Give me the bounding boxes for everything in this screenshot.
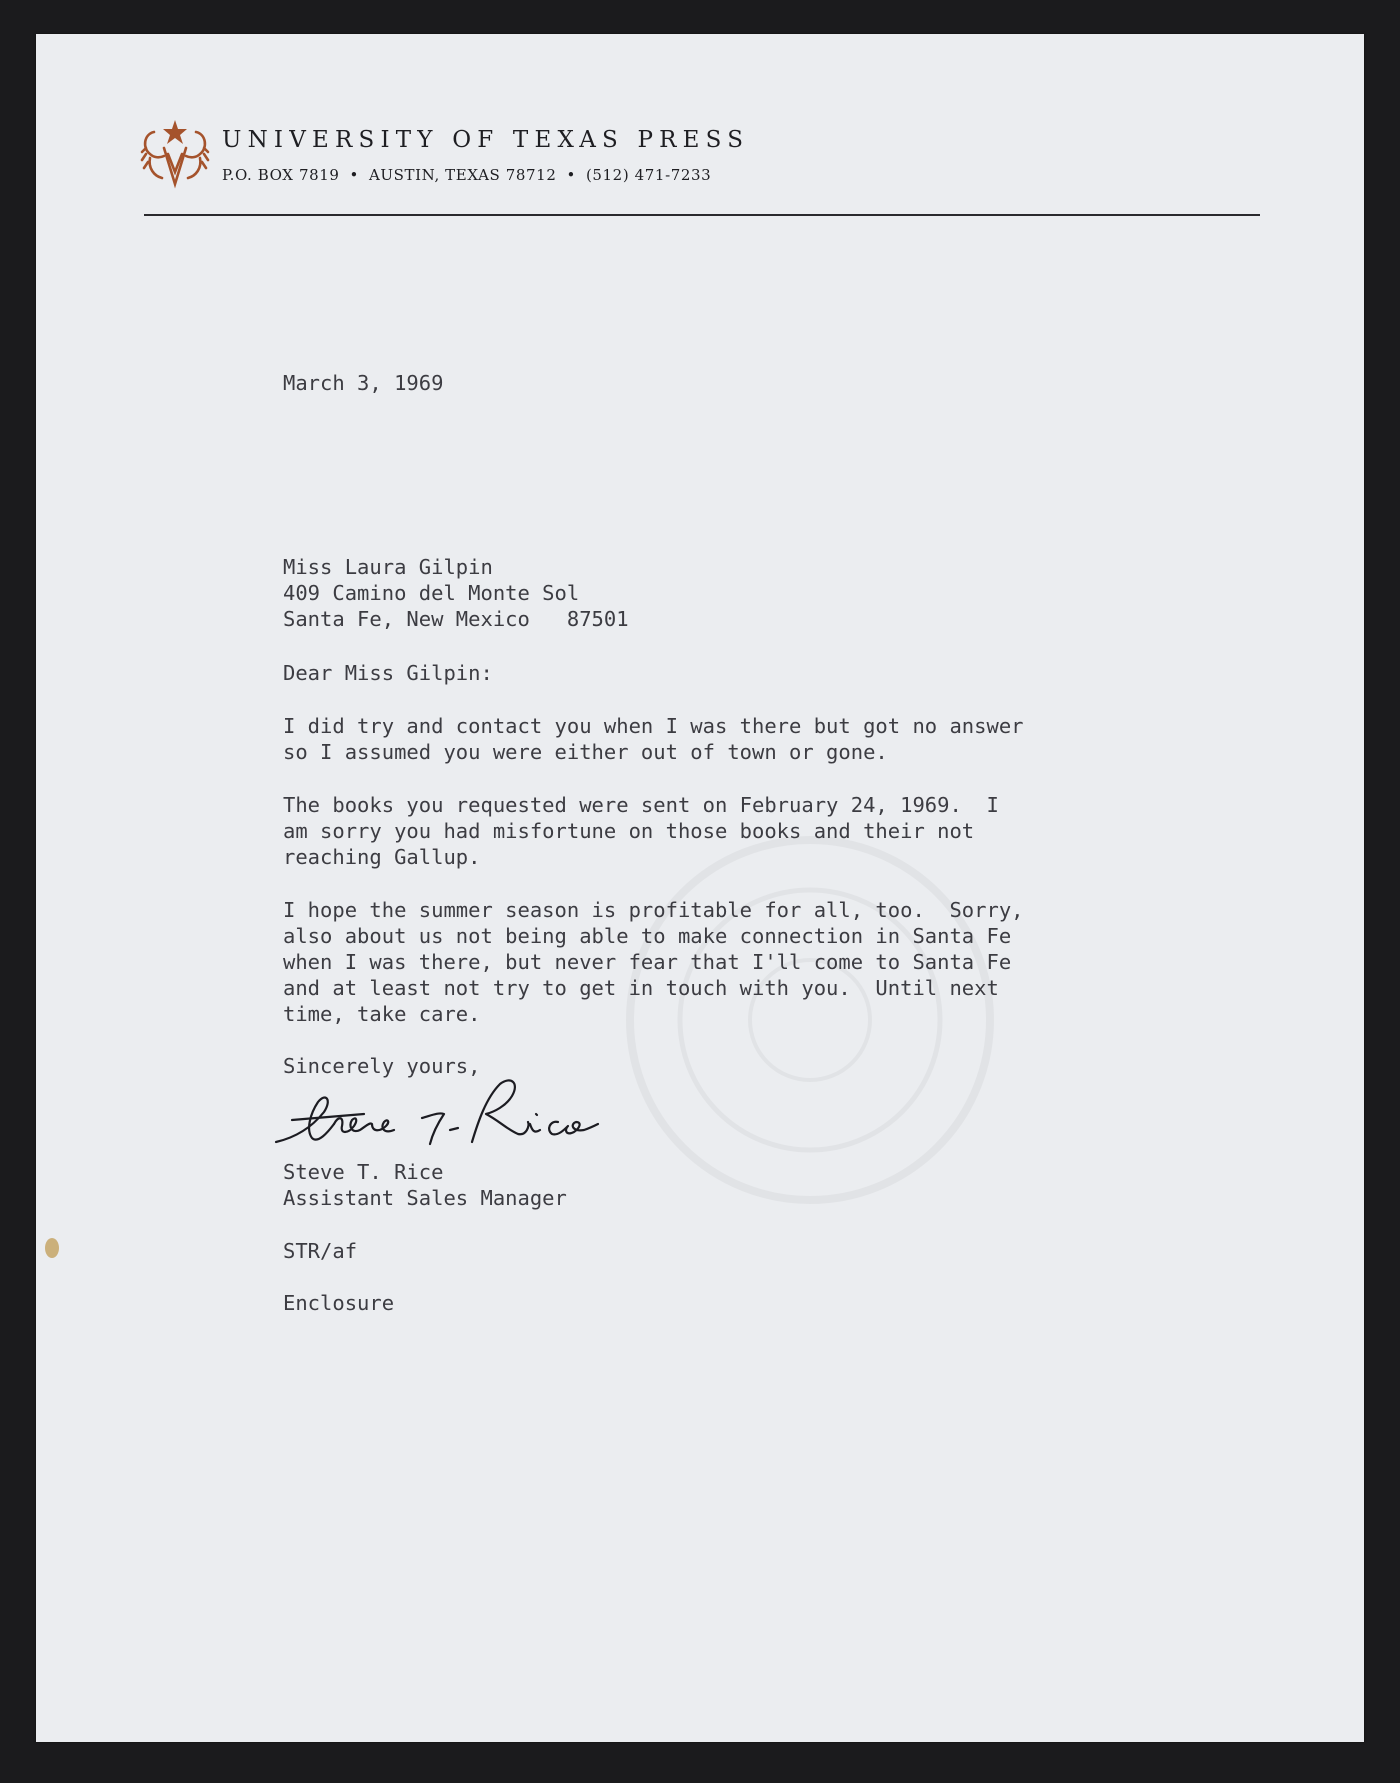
handwritten-signature [272, 1068, 602, 1156]
longhorn-star-logo-icon [140, 118, 210, 192]
paper-stain [45, 1238, 59, 1258]
signer-title: Assistant Sales Manager [283, 1186, 567, 1210]
paragraph-3: I hope the summer season is profitable for all, too. Sorry, also about us not being able to make connection in Santa Fe when I was there, but never fear that I'll come to Santa Fe and at least not try to get in touch with you. Until next time, take care. [283, 898, 1024, 1026]
salutation: Dear Miss Gilpin: [283, 661, 493, 685]
letter-date: March 3, 1969 [283, 371, 444, 395]
separator-dot: • [566, 166, 576, 184]
phone-number: (512) 471-7233 [585, 166, 712, 184]
signer-name: Steve T. Rice [283, 1160, 444, 1184]
city-address: AUSTIN, TEXAS 78712 [369, 166, 557, 184]
separator-dot: • [349, 166, 359, 184]
recipient-street: 409 Camino del Monte Sol [283, 581, 580, 605]
letterhead-divider [144, 214, 1260, 216]
recipient-name: Miss Laura Gilpin [283, 555, 493, 579]
reference-initials: STR/af [283, 1239, 358, 1263]
paragraph-2: The books you requested were sent on February 24, 1969. I am sorry you had misfortune on those books and their not reaching Gallup. [283, 793, 999, 869]
letterhead-contact-line [222, 166, 711, 184]
recipient-city-state-zip: Santa Fe, New Mexico 87501 [283, 607, 629, 631]
po-box: P.O. BOX 7819 [222, 166, 340, 184]
organization-name: UNIVERSITY OF TEXAS PRESS [222, 127, 750, 153]
enclosure-notation: Enclosure [283, 1291, 395, 1315]
paragraph-1: I did try and contact you when I was there but got no answer so I assumed you were either out of town or gone. [283, 714, 1024, 764]
closing: Sincerely yours, [283, 1054, 481, 1078]
